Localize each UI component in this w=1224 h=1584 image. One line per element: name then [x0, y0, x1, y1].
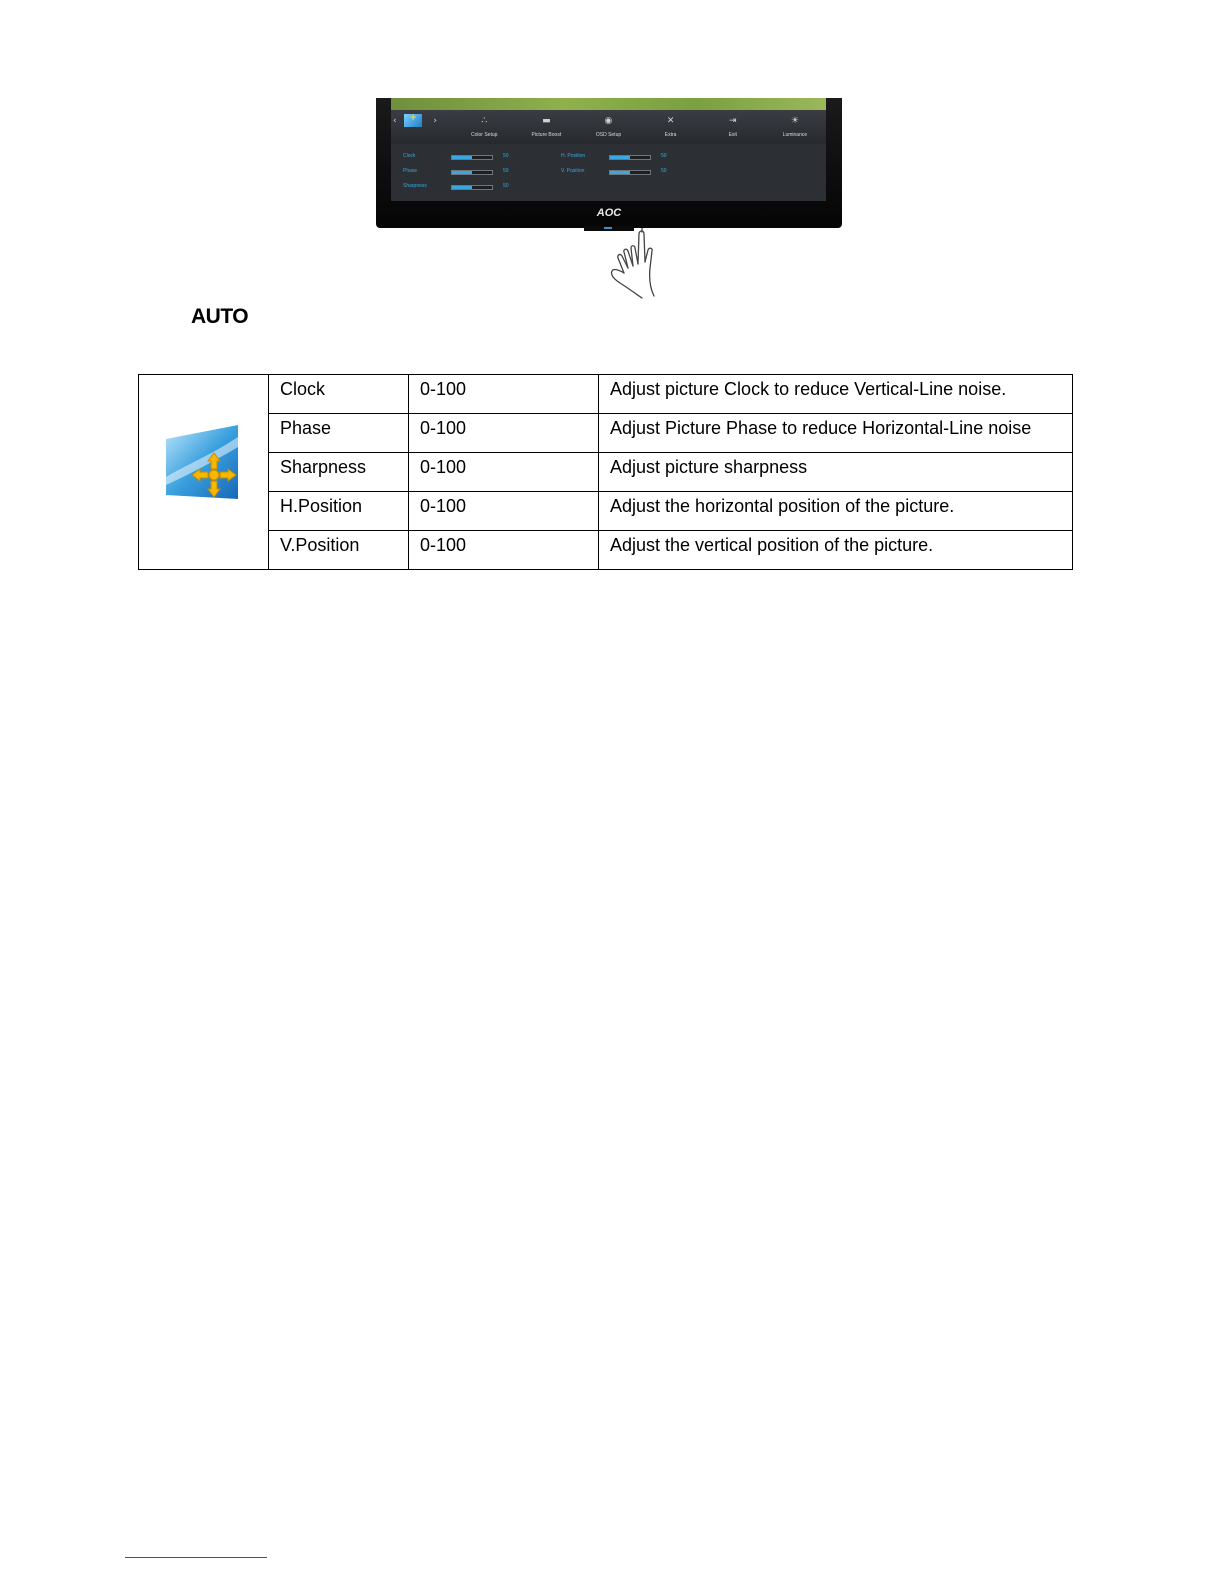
item-range: 0-100	[409, 531, 599, 570]
picture-boost-icon: ▬	[542, 116, 551, 126]
sun-icon: ☀	[790, 116, 799, 126]
osd-setting-sharpness	[403, 183, 533, 193]
footnote-rule	[125, 1557, 267, 1558]
setting-value: 50	[661, 168, 667, 174]
brand-logo: AOC	[596, 207, 622, 219]
auto-icon-cell	[139, 375, 269, 570]
osd-setting-phase	[403, 168, 533, 178]
item-name: H.Position	[269, 492, 409, 531]
setting-slider[interactable]	[609, 155, 651, 160]
setting-slider[interactable]	[451, 185, 493, 190]
tab-label: Exit	[728, 132, 737, 138]
auto-settings-table	[138, 374, 1073, 570]
osd-setting-v-position	[561, 168, 691, 178]
osd-settings-panel	[391, 144, 826, 201]
osd-setting-clock	[403, 153, 533, 163]
tab-label: OSD Setup	[595, 132, 622, 138]
table-row	[139, 531, 1073, 570]
osd-setup-icon: ◉	[604, 116, 613, 126]
table-row	[139, 492, 1073, 531]
item-name: Clock	[269, 375, 409, 414]
chevron-left-icon: ‹	[393, 116, 397, 126]
osd-tab-bar	[391, 110, 826, 144]
setting-slider[interactable]	[451, 170, 493, 175]
setting-label: V. Position	[561, 168, 585, 174]
setting-label: H. Position	[561, 153, 586, 159]
setting-value: 50	[503, 153, 509, 159]
osd-tab-auto[interactable]	[391, 110, 453, 144]
setting-slider[interactable]	[451, 155, 493, 160]
setting-slider[interactable]	[609, 170, 651, 175]
setting-label: Phase	[403, 168, 418, 174]
osd-tab-picture-boost[interactable]	[515, 110, 577, 144]
setting-value: 50	[661, 153, 667, 159]
item-description: Adjust the vertical position of the picture.	[599, 531, 1073, 570]
tools-icon: ✕	[666, 116, 675, 126]
pointing-hand-icon	[606, 228, 668, 300]
slider-fill	[452, 186, 472, 189]
setting-value: 50	[503, 168, 509, 174]
osd-tab-color-setup[interactable]	[453, 110, 515, 144]
item-name: V.Position	[269, 531, 409, 570]
slider-fill	[452, 156, 472, 159]
exit-icon: ⇥	[728, 116, 737, 126]
wallpaper-strip	[391, 98, 826, 110]
table-row	[139, 414, 1073, 453]
item-description: Adjust Picture Phase to reduce Horizontal-Line noise	[599, 414, 1073, 453]
item-name: Phase	[269, 414, 409, 453]
table-row	[139, 453, 1073, 492]
osd-setting-h-position	[561, 153, 691, 163]
item-description: Adjust picture sharpness	[599, 453, 1073, 492]
item-range: 0-100	[409, 375, 599, 414]
osd-tab-luminance[interactable]	[764, 110, 826, 144]
slider-fill	[452, 171, 472, 174]
slider-fill	[610, 156, 630, 159]
monitor-screen	[391, 98, 826, 201]
monitor-illustration	[376, 98, 842, 230]
tab-label: Extra	[664, 132, 677, 138]
item-range: 0-100	[409, 492, 599, 531]
setting-label: Sharpness	[403, 183, 427, 189]
table-row	[139, 375, 1073, 414]
item-description: Adjust picture Clock to reduce Vertical-Line noise.	[599, 375, 1073, 414]
slider-fill	[610, 171, 630, 174]
setting-label: Clock	[403, 153, 416, 159]
color-dots-icon: ∴	[481, 116, 488, 126]
item-range: 0-100	[409, 453, 599, 492]
osd-tab-extra[interactable]	[640, 110, 702, 144]
osd-tab-exit[interactable]	[702, 110, 764, 144]
tab-label: Picture Boost	[531, 132, 562, 138]
chevron-right-icon: ›	[433, 116, 437, 126]
tab-label: Luminance	[782, 132, 808, 138]
item-description: Adjust the horizontal position of the picture.	[599, 492, 1073, 531]
section-title: AUTO	[191, 305, 249, 328]
item-range: 0-100	[409, 414, 599, 453]
auto-adjust-icon	[166, 425, 242, 511]
osd-tab-osd-setup[interactable]	[577, 110, 639, 144]
setting-value: 50	[503, 183, 509, 189]
item-name: Sharpness	[269, 453, 409, 492]
tab-label: Color Setup	[471, 132, 498, 138]
auto-adjust-icon	[404, 114, 422, 127]
